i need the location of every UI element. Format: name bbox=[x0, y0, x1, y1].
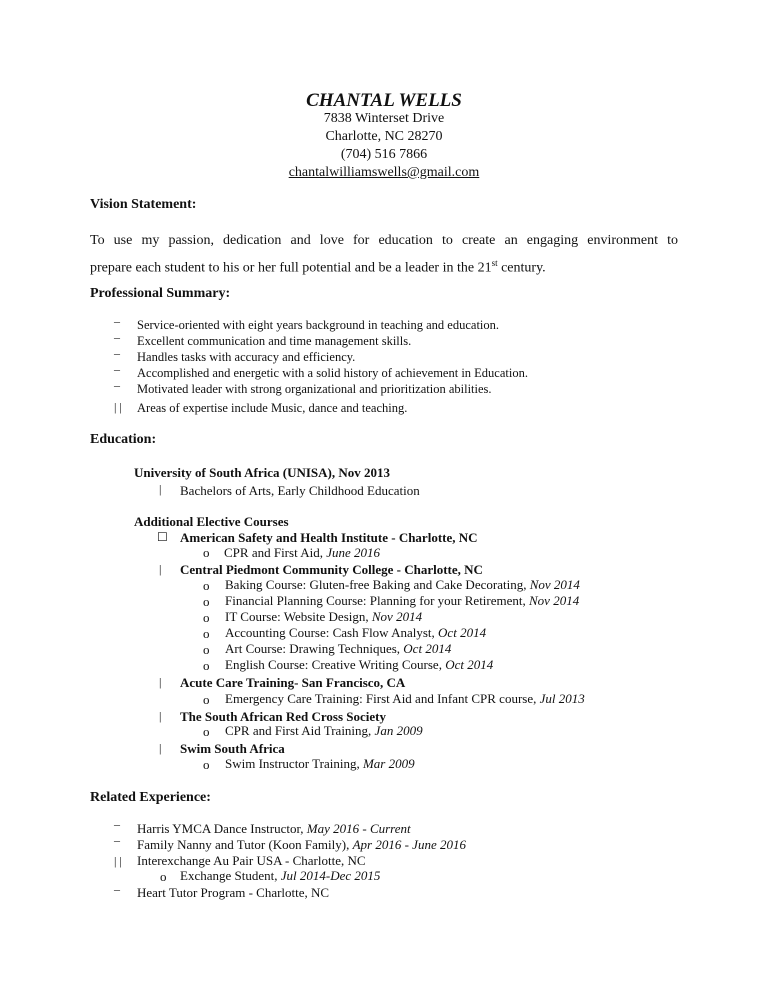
experience-date: Apr 2016 - June 2016 bbox=[352, 837, 466, 852]
university-line: University of South Africa (UNISA), Nov 2013 bbox=[134, 465, 391, 480]
course-item bbox=[225, 658, 493, 671]
summary-item: Service-oriented with eight years background in teaching and education. bbox=[137, 318, 500, 332]
vision-line-2-end: century. bbox=[497, 260, 546, 276]
summary-item: Handles tasks with accuracy and efficiency. bbox=[137, 350, 356, 364]
summary-item: Areas of expertise include Music, dance and teaching. bbox=[137, 401, 408, 415]
experience-item bbox=[137, 838, 466, 851]
vision-line-2 bbox=[90, 252, 678, 280]
course-text: CPR and First Aid, bbox=[224, 545, 327, 560]
course-date: Nov 2014 bbox=[529, 577, 580, 592]
course-group-bullet: ☐ bbox=[157, 530, 168, 544]
course-item bbox=[225, 757, 415, 770]
experience-bullet: – bbox=[114, 833, 120, 847]
course-marker: o bbox=[203, 626, 210, 641]
summary-bullet: – bbox=[114, 346, 120, 360]
experience-item bbox=[137, 854, 366, 867]
address-line-1: 7838 Winterset Drive bbox=[323, 111, 445, 126]
course-text: Art Course: Drawing Techniques, bbox=[225, 641, 404, 656]
experience-date: Jul 2014-Dec 2015 bbox=[280, 868, 381, 883]
course-item bbox=[225, 724, 423, 737]
degree-bullet: | bbox=[159, 482, 162, 496]
vision-text bbox=[90, 230, 678, 280]
summary-item: Accomplished and energetic with a solid history of achievement in Education. bbox=[137, 366, 528, 380]
summary-item: Excellent communication and time management skills. bbox=[137, 334, 412, 348]
experience-bullet: | | bbox=[114, 854, 122, 868]
summary-bullet: | | bbox=[114, 400, 122, 414]
experience-text: Interexchange Au Pair USA - Charlotte, NC bbox=[137, 853, 366, 868]
experience-item bbox=[137, 886, 329, 899]
course-group-bullet: | bbox=[159, 741, 162, 755]
course-date: Oct 2014 bbox=[445, 657, 494, 672]
course-item bbox=[225, 692, 585, 705]
course-group-title: Central Piedmont Community College - Charlotte, NC bbox=[180, 562, 483, 577]
experience-heading: Related Experience: bbox=[90, 790, 211, 805]
course-group-title: The South African Red Cross Society bbox=[180, 709, 386, 724]
experience-text: Exchange Student, bbox=[180, 868, 281, 883]
course-date: Oct 2014 bbox=[403, 641, 452, 656]
vision-superscript: st bbox=[491, 258, 498, 268]
course-group-bullet: | bbox=[159, 709, 162, 723]
course-text: Financial Planning Course: Planning for your Retirement, bbox=[225, 593, 530, 608]
course-date: Nov 2014 bbox=[529, 593, 580, 608]
course-marker: o bbox=[203, 642, 210, 657]
course-date: Oct 2014 bbox=[438, 625, 487, 640]
course-text: Swim Instructor Training, bbox=[225, 756, 363, 771]
course-text: Emergency Care Training: First Aid and Infant CPR course, bbox=[225, 691, 540, 706]
summary-bullet: – bbox=[114, 330, 120, 344]
course-text: Baking Course: Gluten-free Baking and Cake Decorating, bbox=[225, 577, 530, 592]
course-group-title: Swim South Africa bbox=[180, 741, 285, 756]
course-group-bullet: | bbox=[159, 675, 162, 689]
course-group-title: Acute Care Training- San Francisco, CA bbox=[180, 675, 406, 690]
phone-number: (704) 516 7866 bbox=[340, 147, 428, 162]
course-item bbox=[225, 594, 579, 607]
experience-date: May 2016 - Current bbox=[306, 821, 411, 836]
course-item bbox=[225, 626, 486, 639]
course-text: Accounting Course: Cash Flow Analyst, bbox=[225, 625, 439, 640]
course-marker: o bbox=[203, 610, 210, 625]
address-line-2: Charlotte, NC 28270 bbox=[325, 129, 443, 144]
summary-item: Motivated leader with strong organizational and prioritization abilities. bbox=[137, 382, 492, 396]
experience-sub-item bbox=[180, 869, 380, 882]
course-marker: o bbox=[203, 658, 210, 673]
vision-heading: Vision Statement: bbox=[90, 197, 197, 212]
candidate-name: CHANTAL WELLS bbox=[306, 90, 462, 111]
course-marker: o bbox=[203, 757, 210, 772]
degree-line: Bachelors of Arts, Early Childhood Education bbox=[180, 483, 420, 498]
course-date: Mar 2009 bbox=[362, 756, 415, 771]
course-text: IT Course: Website Design, bbox=[225, 609, 372, 624]
course-date: Jul 2013 bbox=[539, 691, 585, 706]
experience-bullet: – bbox=[114, 817, 120, 831]
summary-bullet: – bbox=[114, 362, 120, 376]
course-marker: o bbox=[203, 578, 210, 593]
email-link[interactable]: chantalwilliamswells@gmail.com bbox=[288, 165, 480, 180]
course-item bbox=[224, 546, 380, 559]
course-item bbox=[225, 578, 580, 591]
course-date: Nov 2014 bbox=[371, 609, 423, 624]
course-marker: o bbox=[203, 724, 210, 739]
experience-text: Heart Tutor Program - Charlotte, NC bbox=[137, 885, 330, 900]
course-item bbox=[225, 610, 422, 623]
experience-item bbox=[137, 822, 411, 835]
course-marker: o bbox=[203, 692, 210, 707]
course-marker: o bbox=[203, 545, 210, 560]
vision-line-2-text: prepare each student to his or her full potential and be a leader in the 21 bbox=[90, 260, 492, 276]
course-marker: o bbox=[203, 594, 210, 609]
additional-courses-heading: Additional Elective Courses bbox=[134, 514, 289, 529]
education-heading: Education: bbox=[90, 432, 157, 447]
experience-sub-marker: o bbox=[160, 869, 167, 884]
course-text: CPR and First Aid Training, bbox=[225, 723, 375, 738]
email-line bbox=[0, 166, 768, 180]
course-group-bullet: | bbox=[159, 562, 162, 576]
course-item bbox=[225, 642, 451, 655]
summary-heading: Professional Summary: bbox=[90, 286, 231, 301]
course-date: June 2016 bbox=[326, 545, 381, 560]
course-group-title: American Safety and Health Institute - Charlotte, NC bbox=[180, 530, 478, 545]
experience-text: Harris YMCA Dance Instructor, bbox=[137, 821, 307, 836]
experience-bullet: – bbox=[114, 882, 120, 896]
course-date: Jan 2009 bbox=[374, 723, 423, 738]
course-text: English Course: Creative Writing Course, bbox=[225, 657, 446, 672]
summary-bullet: – bbox=[114, 314, 120, 328]
experience-text: Family Nanny and Tutor (Koon Family), bbox=[137, 837, 353, 852]
summary-bullet: – bbox=[114, 378, 120, 392]
vision-line-1: To use my passion, dedication and love for education to create an engaging environment to bbox=[90, 233, 678, 248]
